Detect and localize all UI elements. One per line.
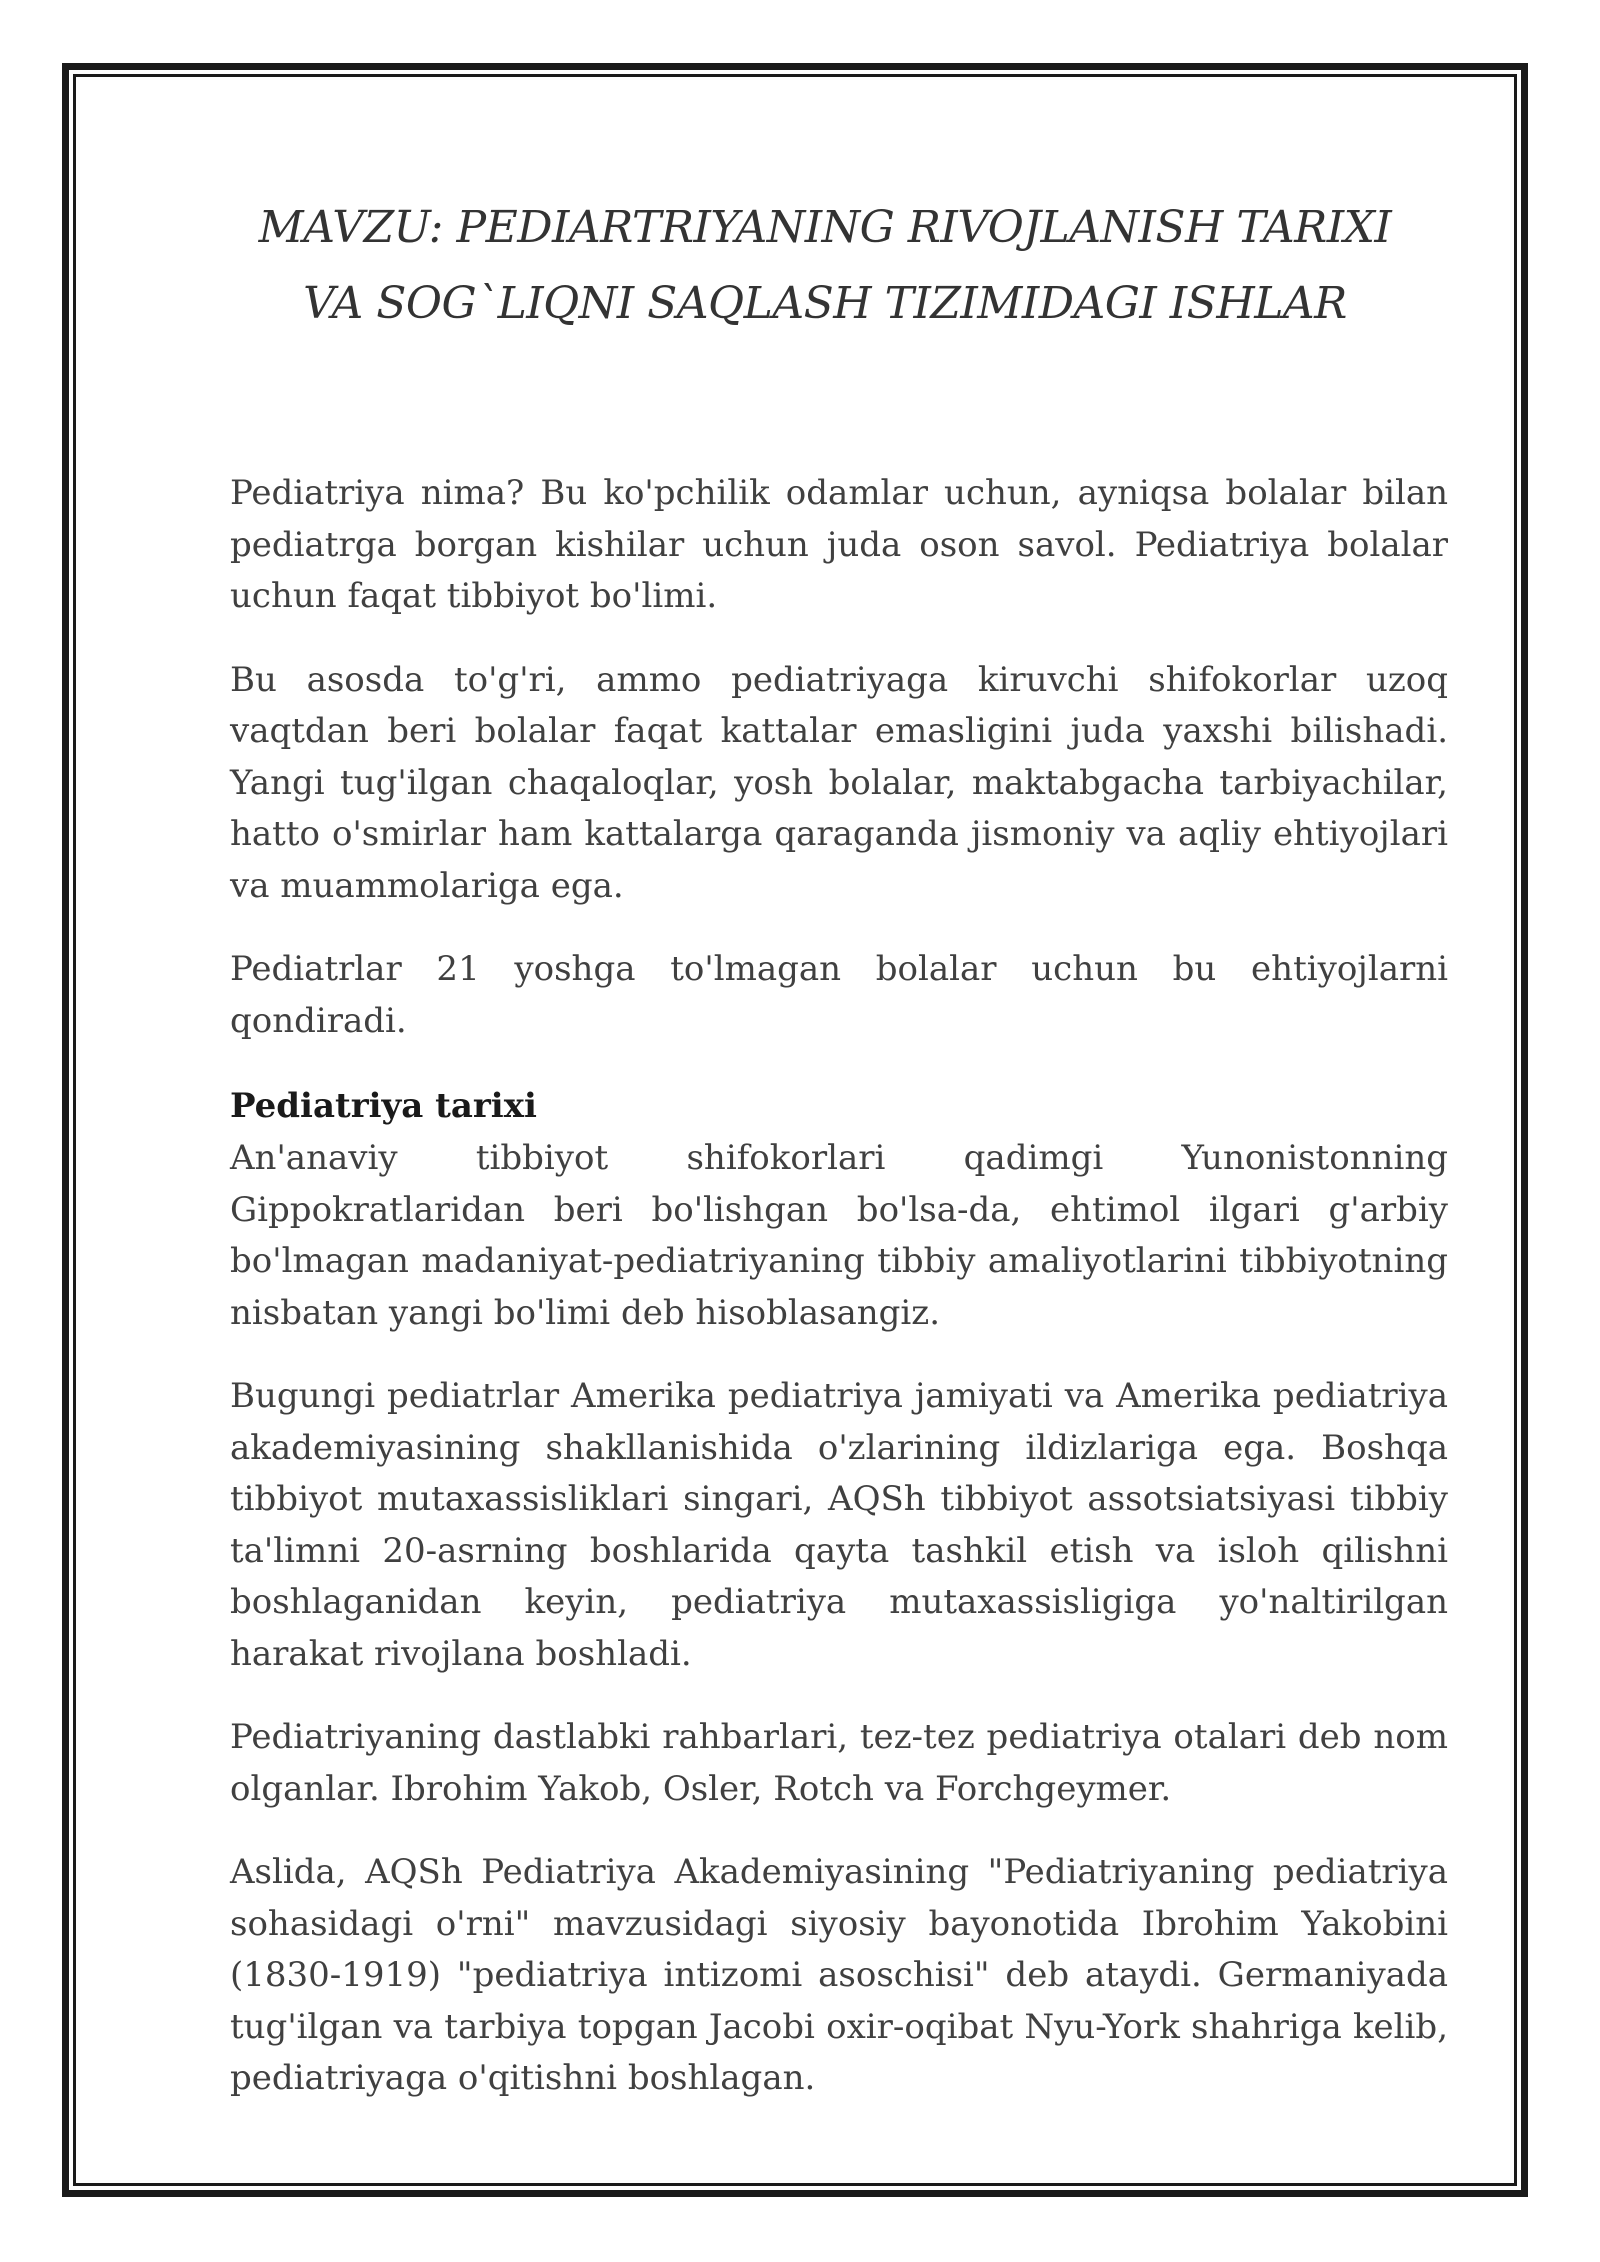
paragraph-history-2: Bugungi pediatrlar Amerika pediatriya jamiyati va Amerika pediatriya akademiyasining shakllanishida o'zlarining ildizlariga ega. Boshqa tibbiyot mutaxassisliklari singari, AQSh tibbiyot assotsiatsiyasi tibbiy ta'limni 20-asrning boshlarida qayta tashkil etish va isloh qilishni boshlaganidan keyin, pediatriya mutaxassisligiga yo'naltirilgan harakat rivojlana boshladi.	[230, 1376, 1448, 1674]
paragraph-intro-1: Pediatriya nima? Bu ko'pchilik odamlar uchun, ayniqsa bolalar bilan pediatrga borgan kishilar uchun juda oson savol. Pediatriya bolalar uchun faqat tibbiyot bo'limi.	[230, 473, 1448, 616]
title-line-2: VA SOG`LIQNI SAQLASH TIZIMIDAGI ISHLAR	[303, 278, 1347, 329]
document-body	[230, 468, 1448, 2137]
title-line-1: MAVZU: PEDIARTRIYANING RIVOJLANISH TARIXI	[258, 202, 1392, 253]
paragraph-intro-3: Pediatrlar 21 yoshga to'lmagan bolalar uchun bu ehtiyojlarni qondiradi.	[230, 949, 1448, 1041]
paragraph-history-1: An'anaviy tibbiyot shifokorlari qadimgi Yunonistonning Gippokratlaridan beri bo'lishgan bo'lsa-da, ehtimol ilgari g'arbiy bo'lmagan madaniyat-pediatriyaning tibbiy amaliyotlarini tibbiyotning nisbatan yangi bo'limi deb hisoblasangiz.	[230, 1138, 1448, 1333]
paragraph-history-3: Pediatriyaning dastlabki rahbarlari, tez-tez pediatriya otalari deb nom olganlar. Ibrohim Yakob, Osler, Rotch va Forchgeymer.	[230, 1717, 1448, 1809]
document-title	[160, 190, 1490, 342]
section-heading: Pediatriya tarixi	[230, 1086, 537, 1126]
paragraph-history-4: Aslida, AQSh Pediatriya Akademiyasining "Pediatriyaning pediatriya sohasidagi o'rni" mavzusidagi siyosiy bayonotida Ibrohim Yakobini (1830-1919) "pediatriya intizomi asoschisi" deb ataydi. Germaniyada tug'ilgan va tarbiya topgan Jacobi oxir-oqibat Nyu-York shahriga kelib, pediatriyaga o'qitishni boshlagan.	[230, 1852, 1448, 2098]
paragraph-intro-2: Bu asosda to'g'ri, ammo pediatriyaga kiruvchi shifokorlar uzoq vaqtdan beri bolalar faqat kattalar emasligini juda yaxshi bilishadi. Yangi tug'ilgan chaqaloqlar, yosh bolalar, maktabgacha tarbiyachilar, hatto o'smirlar ham kattalarga qaraganda jismoniy va aqliy ehtiyojlari va muammolariga ega.	[230, 659, 1448, 906]
